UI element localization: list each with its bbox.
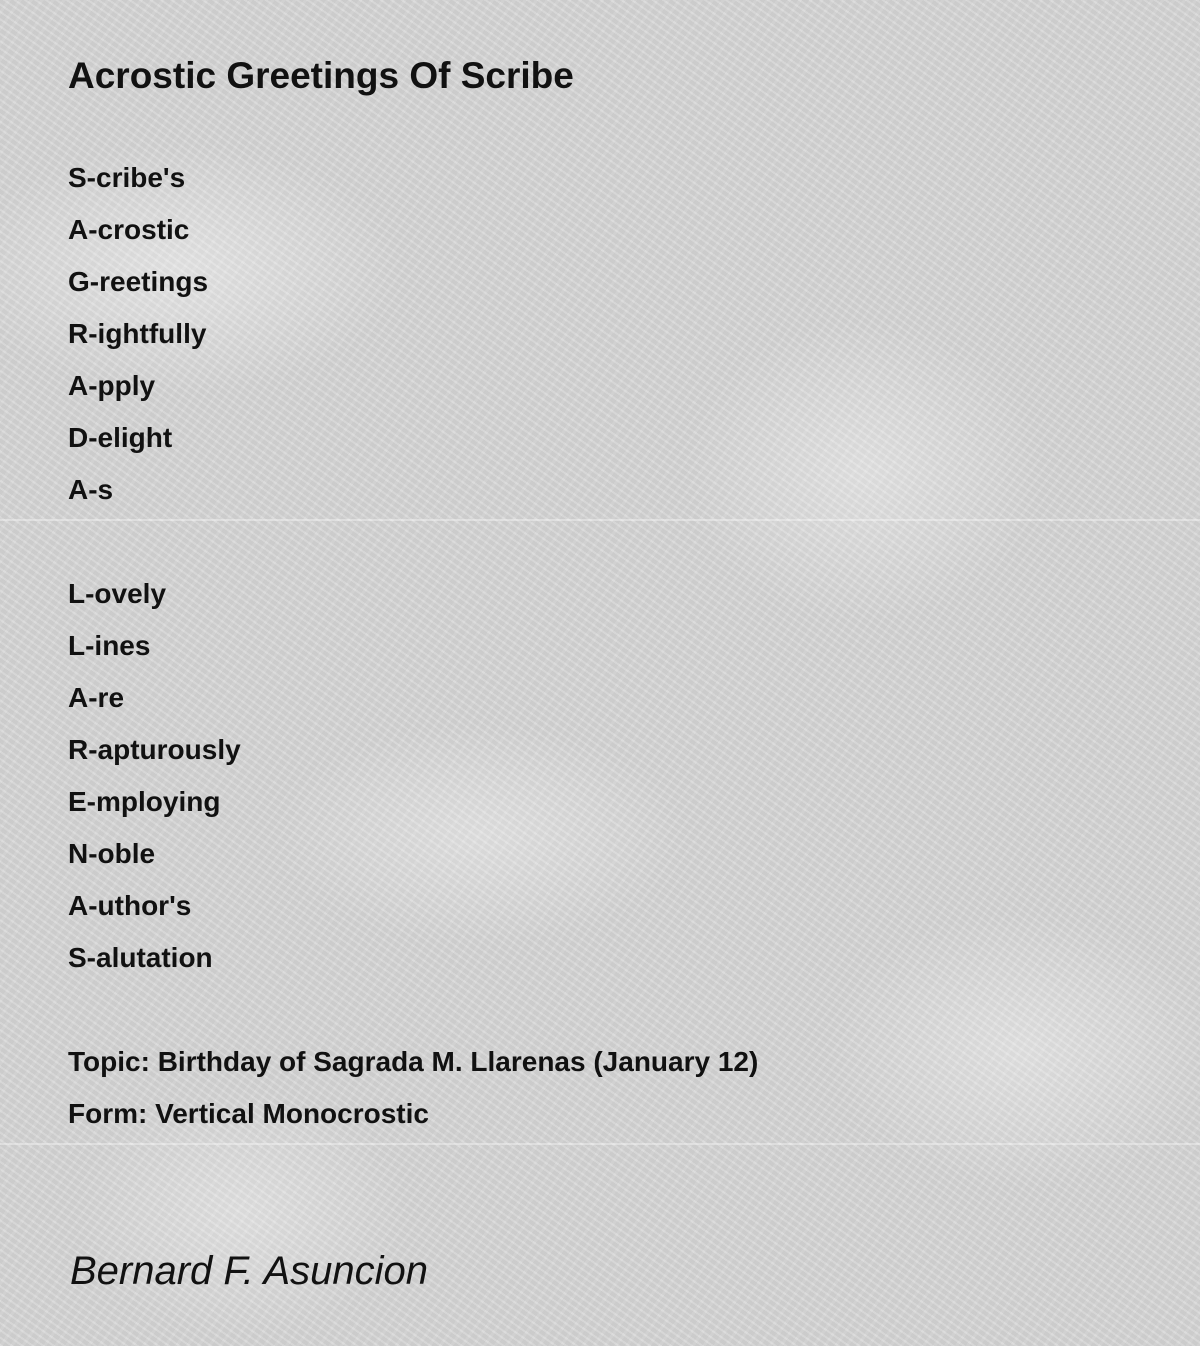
- stanza-2: [68, 568, 1148, 984]
- poem-line: E-mploying: [68, 786, 221, 817]
- poem-title: Acrostic Greetings Of Scribe: [68, 55, 574, 96]
- poem-line: R-apturously: [68, 734, 241, 765]
- poem-line: R-ightfully: [68, 318, 207, 349]
- poem-container: [68, 52, 1148, 1140]
- poem-line: A-s: [68, 474, 114, 505]
- author-name: Bernard F. Asuncion: [70, 1249, 428, 1293]
- poem-line: L-ovely: [68, 578, 167, 609]
- poem-line: A-pply: [68, 370, 156, 401]
- stanza-1: [68, 152, 1148, 516]
- poem-line: L-ines: [68, 630, 151, 661]
- poem-line: S-cribe's: [68, 162, 186, 193]
- poem-line: A-re: [68, 682, 125, 713]
- poem-line: N-oble: [68, 838, 156, 869]
- poem-line: A-uthor's: [68, 890, 192, 921]
- poem-line: S-alutation: [68, 942, 213, 973]
- poem-form: Form: Vertical Monocrostic: [68, 1098, 429, 1129]
- poem-line: G-reetings: [68, 266, 209, 297]
- poem-topic: Topic: Birthday of Sagrada M. Llarenas (January 12): [68, 1046, 759, 1077]
- poem-line: D-elight: [68, 422, 173, 453]
- poem-line: A-crostic: [68, 214, 190, 245]
- poem-meta: [68, 1036, 1148, 1140]
- background-band: [0, 1143, 1200, 1145]
